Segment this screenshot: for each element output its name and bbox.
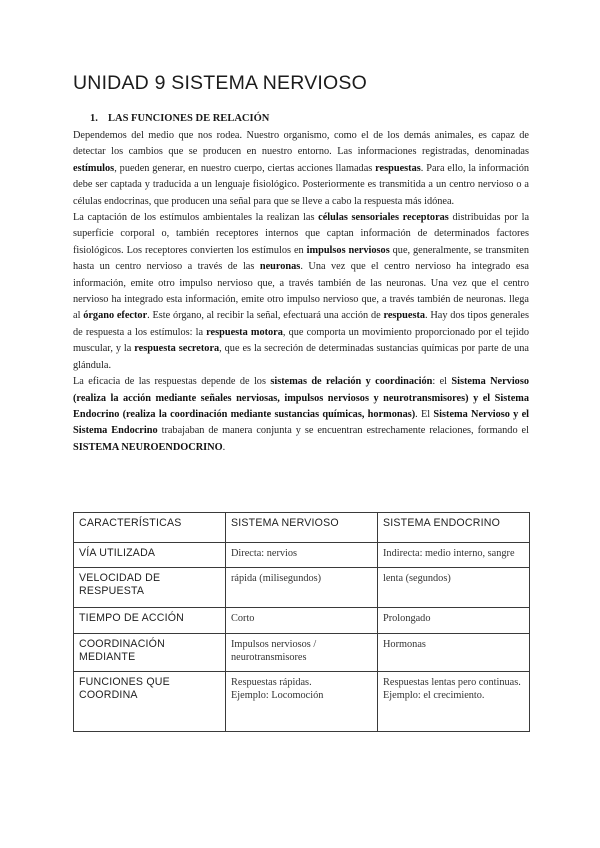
keyword: sistemas de relación y coordinación (270, 376, 433, 388)
table-row (74, 672, 530, 732)
text-run: . Este órgano, al recibir la señal, efectuará una acción de (147, 310, 384, 322)
cell-line: Hormonas (383, 639, 426, 650)
endocrino-cell (378, 672, 530, 732)
section-title: LAS FUNCIONES DE RELACIÓN (108, 113, 270, 124)
table-header-cell: CARACTERÍSTICAS (74, 513, 226, 543)
table-row (74, 634, 530, 672)
text-run: Dependemos del medio que nos rodea. Nuestro organismo, como el de los demás animales, es capaz de detectar los cambios que se producen en nuestro entorno. Las informaciones registradas, denominadas (73, 130, 529, 158)
section-number: 1. (90, 113, 98, 124)
table-row (74, 608, 530, 634)
keyword: órgano efector (83, 310, 148, 322)
nervioso-cell (226, 543, 378, 568)
keyword: Sistema Nervioso (realiza la acción mediante señales nerviosas, impulsos nerviosos y neurotransmisores) y el Sistema Endocrino (realiza la coordinación mediante sustancias químicas, hormonas) (73, 376, 529, 420)
row-label: VÍA UTILIZADA (74, 543, 226, 568)
paragraph-3 (73, 374, 529, 456)
endocrino-cell (378, 634, 530, 672)
keyword: respuesta (383, 310, 426, 322)
row-label: COORDINACIÓN MEDIANTE (74, 634, 226, 672)
text-run: . (222, 441, 226, 453)
text-run: , que es la secreción de determinadas sustancias químicas por parte de una glándula. (73, 343, 529, 371)
keyword: respuesta secretora (134, 343, 220, 355)
endocrino-cell (378, 543, 530, 568)
cell-line: Indirecta: medio interno, sangre (383, 548, 515, 559)
nervioso-cell (226, 608, 378, 634)
nervioso-cell (226, 672, 378, 732)
text-run: . Para ello, la información debe ser captada y traducida a un lenguaje fisiológico. Posteriormente es transmitida a un centro nervioso o a células endocrinas, que producen una señal para que se lleve a cabo la respuesta más idónea. (73, 162, 529, 207)
endocrino-cell (378, 568, 530, 608)
text-run: . El (415, 408, 434, 420)
keyword: respuestas (375, 162, 421, 174)
text-run: La captación de los estímulos ambientales la realizan las (73, 212, 319, 224)
keyword: células sensoriales receptoras (318, 212, 449, 224)
table-header-cell: SISTEMA ENDOCRINO (378, 513, 530, 543)
page-title: UNIDAD 9 SISTEMA NERVIOSO (73, 72, 367, 94)
cell-line: lenta (segundos) (383, 573, 451, 584)
keyword: respuesta motora (206, 326, 283, 338)
row-label: FUNCIONES QUE COORDINA (74, 672, 226, 732)
row-label: TIEMPO DE ACCIÓN (74, 608, 226, 634)
text-run: distribuidas por la superficie corporal o, también receptores internos que captan información de determinados factores fisiológicos. Los receptores convierten los estímulos en (73, 212, 530, 256)
nervioso-cell (226, 634, 378, 672)
row-label: VELOCIDAD DE RESPUESTA (74, 568, 226, 608)
table-row (74, 568, 530, 608)
body-text (73, 128, 529, 456)
cell-line: Directa: nervios (231, 548, 298, 559)
keyword: impulsos nerviosos (306, 244, 390, 256)
text-run: : el (432, 376, 452, 388)
cell-line: Ejemplo: el crecimiento. (383, 690, 485, 701)
text-run: La eficacia de las respuestas depende de los (73, 376, 271, 388)
keyword: estímulos (73, 162, 115, 174)
text-run: , pueden generar, en nuestro cuerpo, ciertas acciones llamadas (114, 162, 376, 174)
keyword: neuronas (259, 261, 301, 273)
table-header-row (74, 513, 530, 543)
text-run: . Hay dos tipos generales de respuesta a los estímulos: la (73, 310, 530, 338)
text-run: trabajaban de manera conjunta y se encuentran estrechamente relaciones, formando el (157, 425, 529, 437)
nervioso-cell (226, 568, 378, 608)
text-run: . Una vez que el centro nervioso ha integrado esa información, emite otro impulso nervioso que, a través también de las neuronas. Una vez que el centro nervioso ha integrado esta información, emite otro impulso nervioso que, a través también de neuronas. llega al (73, 261, 529, 322)
cell-line: Prolongado (383, 613, 431, 624)
cell-line: rápida (milisegundos) (231, 573, 322, 584)
endocrino-cell (378, 608, 530, 634)
text-run: que, generalmente, se transmiten hasta un centro nervioso a través de las (73, 244, 529, 273)
cell-line: Respuestas rápidas. (231, 677, 312, 688)
cell-line: Respuestas lentas pero continuas. (383, 677, 521, 688)
comparison-table (73, 512, 530, 732)
cell-line: Corto (231, 613, 255, 624)
keyword: Sistema Nervioso y el Sistema Endocrino (73, 408, 529, 437)
table-header-cell: SISTEMA NERVIOSO (226, 513, 378, 543)
table-row (74, 543, 530, 568)
section-heading (90, 113, 269, 124)
paragraph-2 (73, 210, 529, 374)
text-run: , que comporta un movimiento proporcionado por el tejido muscular, y la (73, 326, 529, 355)
cell-line: Impulsos nerviosos / neurotransmisores (231, 639, 317, 663)
cell-line: Ejemplo: Locomoción (231, 690, 324, 701)
keyword: SISTEMA NEUROENDOCRINO (73, 441, 223, 453)
paragraph-1 (73, 128, 529, 210)
